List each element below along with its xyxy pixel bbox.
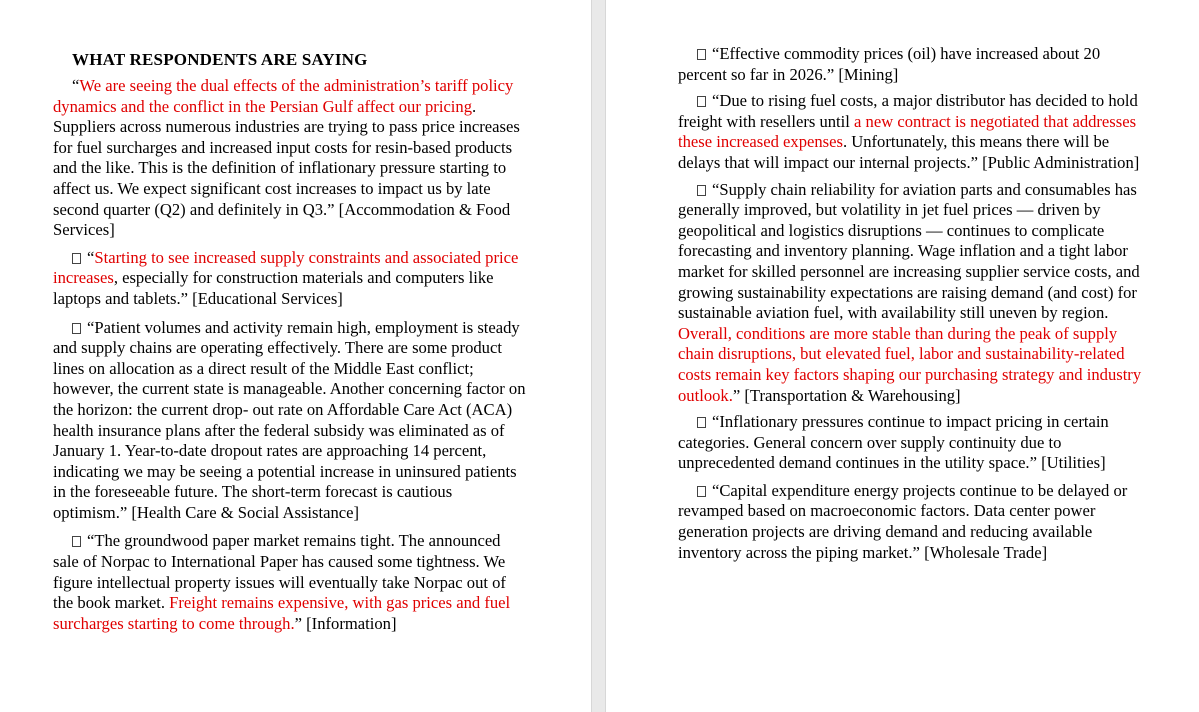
quote-text: “Effective commodity prices (oil) have increased about 20 percent so far in 2026.” [Mining] [678,44,1101,84]
left-quote-list [53,76,528,634]
quote-paragraph [678,91,1153,173]
quote-text: “ [87,247,95,267]
quote-text: . Suppliers across numerous industries are trying to pass price increases for fuel surcharges and increased input costs for resin-based products and the like. This is the definition of inflationary pressure starting to affect us. We expect significant cost increases to impact us by late second quarter (Q2) and definitely in Q3.” [Accommodation & Food Services] [53,96,520,240]
checkbox-icon [697,49,706,60]
right-column [678,0,1153,563]
quote-text: . Unfortunately, this means there will be delays that will impact our internal projects.” [Public Administration] [678,132,1140,172]
quote-paragraph [53,76,528,241]
quote-text: “The groundwood paper market remains tight. The announced sale of Norpac to International Paper has caused some tightness. We figure intellectual property issues will eventually take Norpac out of the book market. [53,531,506,613]
checkbox-icon [72,253,81,264]
quote-paragraph [53,531,528,634]
quote-paragraph [678,481,1153,563]
quote-text: ” [Information] [294,613,397,633]
highlighted-text: a new contract is negotiated that addresses these increased expenses [678,111,1137,152]
right-page [606,0,1199,712]
highlighted-text: Starting to see increased supply constraints and associated price increases [53,247,519,288]
highlighted-text: We are seeing the dual effects of the administration’s tariff policy dynamics and the conflict in the Persian Gulf affect our pricing [53,76,514,116]
section-heading: WHAT RESPONDENTS ARE SAYING [72,50,368,69]
highlighted-text: Freight remains expensive, with gas prices and fuel surcharges starting to come through. [53,593,511,633]
left-column [53,0,528,634]
quote-paragraph [53,318,528,524]
quote-text: “Capital expenditure energy projects continue to be delayed or revamped based on macroeconomic factors. Data center power generation projects are driving demand and reducing available inventory across the piping market.” [Wholesale Trade] [678,480,1128,562]
checkbox-icon [697,96,706,107]
checkbox-icon [697,486,706,497]
page-gutter [591,0,606,712]
left-page [0,0,591,712]
quote-text: ” [Transportation & Warehousing] [732,385,961,405]
checkbox-icon [72,323,81,334]
quote-text: “ [72,76,80,95]
quote-text: “Inflationary pressures continue to impact pricing in certain categories. General concern over supply continuity due to unprecedented demand continues in the utility space.” [Utilities] [678,412,1109,473]
quote-paragraph [678,180,1153,407]
right-quote-list [678,44,1153,563]
quote-paragraph [678,44,1153,85]
highlighted-text: Overall, conditions are more stable than during the peak of supply chain disruptions, but elevated fuel, labor and sustainability-related costs remain key factors shaping our purchasing strategy and industry outlook. [678,323,1142,405]
checkbox-icon [72,536,81,547]
quote-paragraph [678,412,1153,474]
quote-text: “Due to rising fuel costs, a major distributor has decided to hold freight with resellers until [678,91,1138,131]
quote-paragraph [53,248,528,310]
checkbox-icon [697,417,706,428]
checkbox-icon [697,185,706,196]
quote-text: “Patient volumes and activity remain high, employment is steady and supply chains are operating effectively. There are some product lines on allocation as a direct result of the Middle East conflict; however, the current state is manageable. Another concerning factor on the horizon: the current drop- out rate on Affordable Care Act (ACA) health insurance plans after the federal subsidy was eliminated as of January 1. Year-to-date dropout rates are approaching 14 percent, indicating we may be seeing a potential increase in uninsured patients in the foreseeable future. The short-term forecast is cautious optimism.” [Health Care & Social Assistance] [53,317,526,522]
quote-text: , especially for construction materials and computers like laptops and tablets.” [Educational Services] [53,268,494,308]
quote-text: “Supply chain reliability for aviation parts and consumables has generally improved, but volatility in jet fuel prices — driven by geopolitical and logistics disruptions — continues to complicate forecasting and inventory planning. Wage inflation and a tight labor market for skilled personnel are increasing supplier service costs, and growing sustainability expectations are raising demand (and cost) for sustainable aviation fuel, with availability still uneven by region. [678,179,1140,323]
